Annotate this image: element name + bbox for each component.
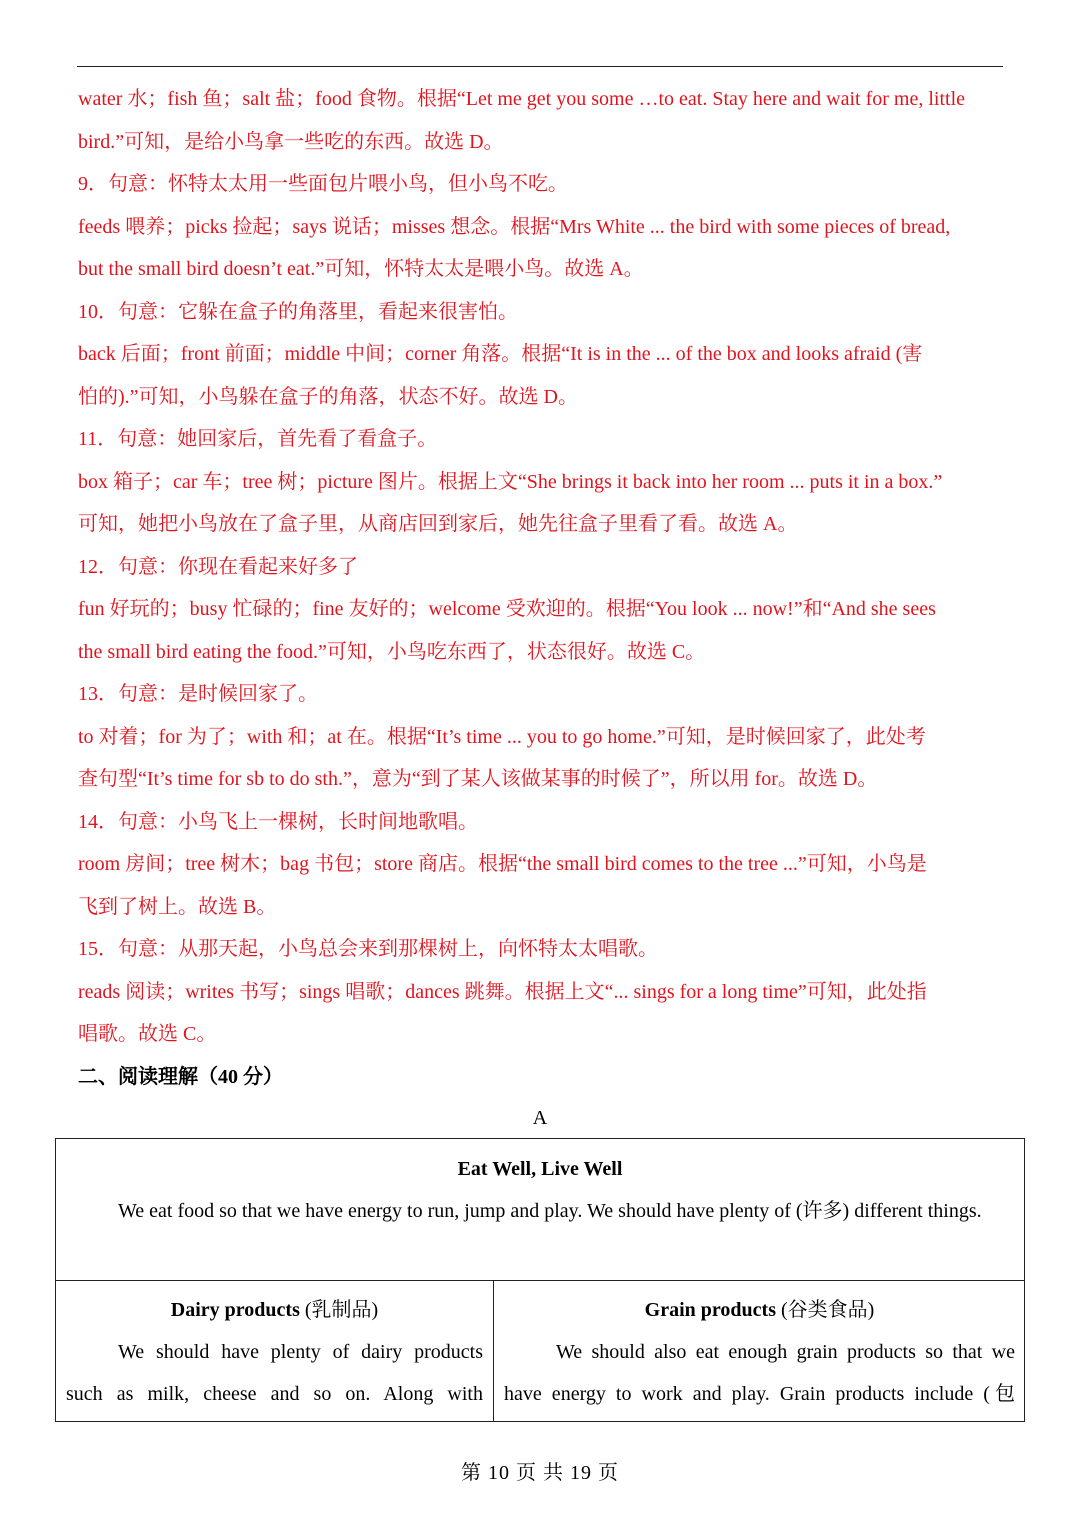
section-heading: 二、阅读理解（40 分） [78,1065,283,1088]
grain-title-bold: Grain products [644,1299,776,1321]
answer-line: back 后面；front 前面；middle 中间；corner 角落。根据“It is in the ... of the box and looks afraid (害 [78,343,923,365]
answer-line: bird.”可知，是给小鸟拿一些吃的东西。故选 D。 [78,130,504,153]
answer-line: reads 阅读；writes 书写；sings 唱歌；dances 跳舞。根据上文“... sings for a long time”可知，此处指 [78,980,927,1003]
answer-line: to 对着；for 为了；with 和；at 在。根据“It’s time ... you to go home.”可知，是时候回家了，此处考 [78,725,926,748]
page-number: 第 10 页 共 19 页 [461,1462,619,1484]
passage-table [55,1138,1025,1422]
grain-title [494,1289,1025,1331]
answer-line: 查句型“It’s time for sb to do sth.”，意为“到了某人该做某事的时候了”，所以用 for。故选 D。 [78,768,878,790]
dairy-cell [56,1281,494,1422]
answer-line: 15．句意：从那天起，小鸟总会来到那棵树上，向怀特太太唱歌。 [78,938,658,960]
grain-cell [494,1281,1025,1422]
header-rule [77,66,1003,67]
answer-line: 怕的).”可知，小鸟躲在盒子的角落，状态不好。故选 D。 [78,385,578,408]
dairy-title-rest: (乳制品) [299,1299,379,1321]
answer-line: box 箱子；car 车；tree 树；picture 图片。根据上文“She brings it back into her room ... puts it in a box.” [78,470,943,493]
answer-line: feeds 喂养；picks 捡起；says 说话；misses 想念。根据“Mrs White ... the bird with some pieces of bread, [78,215,951,238]
grain-line-1 [494,1331,1025,1373]
dairy-line-1 [56,1331,493,1373]
dairy-title [56,1289,493,1331]
answer-line: 唱歌。故选 C。 [78,1023,217,1045]
grain-line-2: have energy to work and play. Grain products include (包 [504,1383,1015,1405]
answer-line: but the small bird doesn’t eat.”可知，怀特太太是喂小鸟。故选 A。 [78,258,644,280]
dairy-title-bold: Dairy products [170,1299,300,1321]
answer-line: the small bird eating the food.”可知，小鸟吃东西了，状态很好。故选 C。 [78,640,706,663]
passage-intro [56,1190,1024,1232]
answer-line: 可知，她把小鸟放在了盒子里，从商店回到家后，她先往盒子里看了看。故选 A。 [78,513,798,535]
passage-intro-text: We eat food so that we have energy to run, jump and play. We should have plenty of (许多) different things. [118,1200,982,1222]
answer-line: room 房间；tree 树木；bag 书包；store 商店。根据“the small bird comes to the tree ...”可知，小鸟是 [78,853,927,875]
answer-line: 9．句意：怀特太太用一些面包片喂小鸟，但小鸟不吃。 [78,173,568,195]
passage-title: Eat Well, Live Well [457,1158,623,1180]
answer-line: 14．句意：小鸟飞上一棵树，长时间地歌唱。 [78,810,478,833]
answer-explanations [78,78,1008,1098]
answer-line: fun 好玩的；busy 忙碌的；fine 友好的；welcome 受欢迎的。根据“You look ... now!”和“And she sees [78,598,936,620]
answer-line: 13．句意：是时候回家了。 [78,683,318,705]
dairy-line-2: such as milk, cheese and so on. Along with [66,1383,483,1405]
grain-title-rest: (谷类食品) [776,1299,875,1321]
answer-line: 12．句意：你现在看起来好多了 [78,555,358,578]
grain-line-1-text: We should also eat enough grain products so that we [556,1341,1015,1363]
answer-line: 11．句意：她回家后，首先看了看盒子。 [78,428,438,450]
dairy-line-1-text: We should have plenty of dairy products [118,1341,483,1363]
answer-line: 10．句意：它躲在盒子的角落里，看起来很害怕。 [78,300,518,323]
answer-line: water 水；fish 鱼；salt 盐；food 食物。根据“Let me get you some …to eat. Stay here and wait for me, little [78,88,966,110]
passage-intro-cell [56,1139,1024,1281]
answer-line: 飞到了树上。故选 B。 [78,895,277,918]
passage-label: A [532,1107,548,1129]
